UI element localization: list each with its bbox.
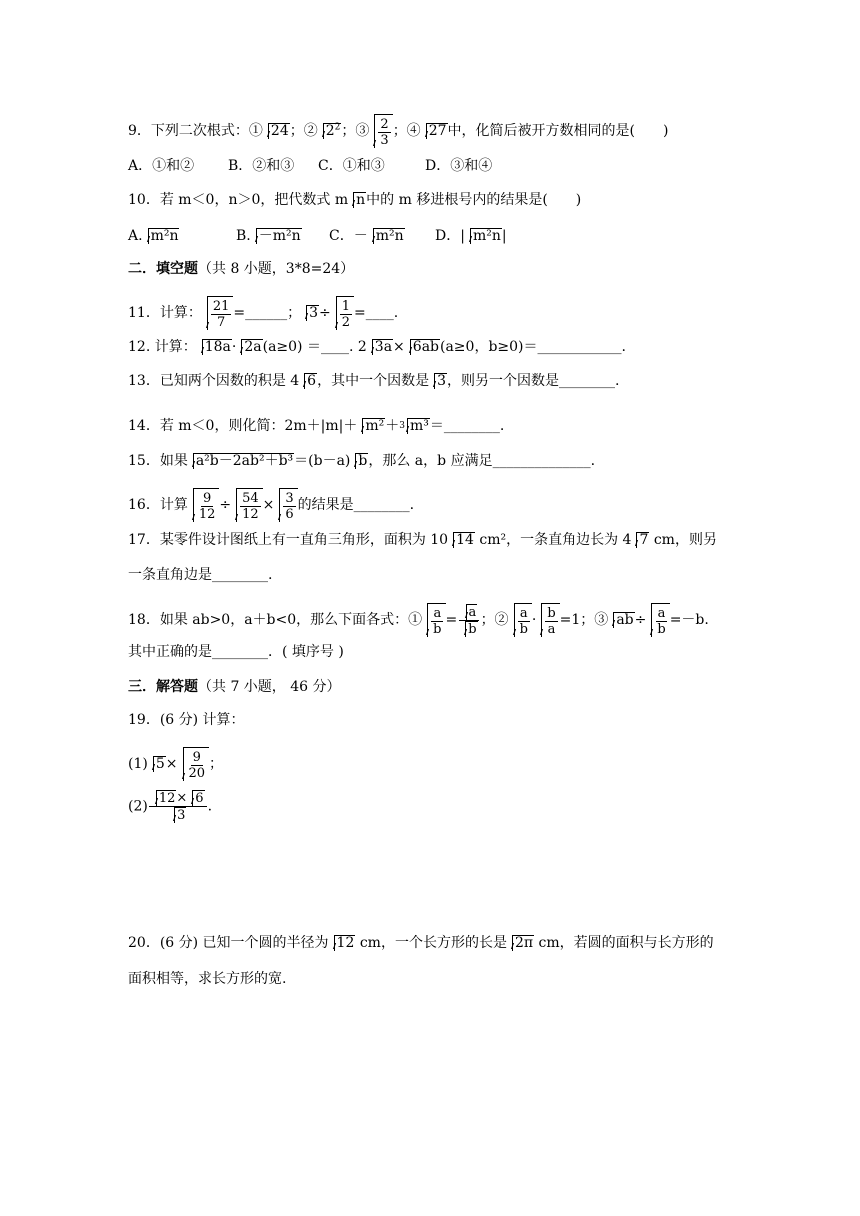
q9-text: 9．下列二次根式：① <box>128 123 263 139</box>
radical <box>336 296 354 330</box>
radical: 6 <box>192 790 204 806</box>
denominator: a <box>547 622 556 637</box>
option-tail: | <box>501 228 507 244</box>
q10-text: 10．若 m＜0，n＞0，把代数式 m <box>128 192 349 208</box>
radical <box>374 114 392 148</box>
option-a: A．①和② <box>128 158 195 174</box>
part-tail: . <box>207 798 213 815</box>
operator: · <box>231 339 237 355</box>
option-label: C．－ <box>329 228 368 244</box>
operator: · <box>531 612 537 628</box>
radical: 18a <box>202 339 232 355</box>
radical <box>183 747 210 781</box>
radical <box>279 488 297 522</box>
denominator: 7 <box>216 315 226 330</box>
question-10 <box>128 190 581 210</box>
fraction <box>149 790 207 823</box>
question-18 <box>128 603 709 637</box>
question-13 <box>128 371 619 391</box>
radical: b <box>355 453 368 469</box>
fraction <box>545 606 557 637</box>
numerator: 21 <box>212 299 230 314</box>
q12-text: 12. 计算： <box>128 339 197 355</box>
operator: ÷ <box>219 497 232 513</box>
option-c <box>329 226 435 246</box>
q20-mid: cm，一个长方形的长是 <box>355 935 507 951</box>
radical: 3a <box>372 339 393 355</box>
numerator: 9 <box>192 750 201 765</box>
fraction <box>187 750 208 781</box>
radical <box>651 603 669 637</box>
q9-sep: ；③ <box>341 123 370 139</box>
operator: ÷ <box>634 612 647 628</box>
option-a <box>128 226 236 246</box>
radical: n <box>353 192 366 208</box>
radical: ab <box>613 612 634 628</box>
denominator: 3 <box>380 133 389 148</box>
fraction <box>340 299 352 330</box>
question-20-line2 <box>128 969 286 989</box>
radical: 27 <box>426 123 448 139</box>
radicand: 2 <box>325 123 335 139</box>
question-19 <box>128 710 245 730</box>
exponent: 2 <box>334 122 341 133</box>
q17-line2-text: 一条直角边是________. <box>128 567 273 583</box>
option-label: B. <box>236 228 251 244</box>
q18-line2-text: 其中正确的是________．( 填序号 ) <box>128 644 344 660</box>
section-title: 三．解答题 <box>128 679 198 695</box>
fraction <box>518 606 530 637</box>
q19-text: 19．(6 分) 计算： <box>128 712 245 728</box>
radical <box>514 603 532 637</box>
question-20 <box>128 933 714 953</box>
question-15 <box>128 451 595 471</box>
fraction <box>211 299 232 330</box>
operator: = <box>445 612 458 628</box>
radical: 2a <box>241 339 262 355</box>
q15-text: 15．如果 <box>128 453 188 469</box>
radical: 3 <box>174 807 186 823</box>
radical: 6 <box>304 373 317 389</box>
section-note: （共 8 小题，3*8=24） <box>198 261 355 277</box>
radical <box>323 123 342 139</box>
q18-sep: ；② <box>480 612 509 628</box>
radical: m²n <box>373 228 405 244</box>
radical: 3 <box>434 373 447 389</box>
q12-tail: (a≥0，b≥0)＝____________. <box>440 339 626 355</box>
radical: m³ <box>407 418 430 434</box>
fraction <box>458 604 479 637</box>
option-label: D．| <box>435 228 465 244</box>
radical: 14 <box>453 532 475 548</box>
section-note: （共 7 小题， 46 分） <box>198 679 341 695</box>
operator: × <box>176 790 188 806</box>
q11-text: 11．计算： <box>128 305 202 321</box>
operator: ÷ <box>319 305 331 321</box>
q17-tail: cm，则另 <box>649 532 717 548</box>
root-index: 3 <box>399 421 405 431</box>
option-b: B．②和③ <box>228 158 295 174</box>
question-9-options <box>128 156 492 176</box>
section-2-heading <box>128 259 354 279</box>
numerator: 9 <box>202 491 212 506</box>
radical: 5 <box>153 756 166 772</box>
radical: m²n <box>470 228 502 244</box>
q11-tail: =____. <box>354 305 399 321</box>
q17-mid: cm²，一条直角边长为 4 <box>474 532 632 548</box>
radical: 24 <box>268 123 290 139</box>
denominator: 12 <box>242 507 259 522</box>
q16-text: 16．计算 <box>128 497 188 513</box>
radical: 2π <box>512 935 534 951</box>
q18-sep: =1；③ <box>559 612 609 628</box>
numerator: a <box>433 606 442 621</box>
question-10-options <box>128 226 507 246</box>
radical: 12 <box>334 935 356 951</box>
q11-blank: =______； <box>233 305 302 321</box>
part-label: (1) <box>128 756 148 772</box>
denominator: 2 <box>341 315 351 330</box>
part-tail: ； <box>209 756 224 772</box>
fraction <box>431 606 443 637</box>
question-9 <box>128 114 668 148</box>
question-18-line2 <box>128 642 344 662</box>
radical: m²n <box>148 228 180 244</box>
radical <box>541 603 559 637</box>
denominator: 6 <box>285 507 294 522</box>
radical <box>207 296 234 330</box>
option-b <box>236 226 329 246</box>
q9-tail: 中，化简后被开方数相同的是( ) <box>447 123 669 139</box>
section-title: 二．填空题 <box>128 261 198 277</box>
radical: b <box>465 621 477 637</box>
q12-mid: (a≥0) ＝____. 2 <box>262 339 367 355</box>
q18-tail: =－b. <box>669 612 709 628</box>
question-17-line2 <box>128 565 272 585</box>
question-16 <box>128 488 414 522</box>
q16-tail: 的结果是________. <box>297 497 415 513</box>
numerator: a <box>657 606 666 621</box>
radical: 7 <box>636 532 649 548</box>
numerator: b <box>547 606 556 621</box>
denominator: b <box>519 622 528 637</box>
operator: × <box>262 497 275 513</box>
question-19-part1 <box>128 747 223 781</box>
question-12 <box>128 337 626 357</box>
q15-mid: ＝(b－a) <box>294 453 351 469</box>
q17-text: 17．某零件设计图纸上有一直角三角形，面积为 10 <box>128 532 449 548</box>
numerator: 1 <box>341 299 351 314</box>
numerator: 2 <box>380 117 389 132</box>
radical <box>236 488 263 522</box>
q14-tail: ＝________. <box>429 418 505 434</box>
fraction <box>283 491 295 522</box>
question-17 <box>128 530 717 550</box>
denominator: b <box>433 622 442 637</box>
question-19-part2 <box>128 790 212 823</box>
numerator <box>149 790 207 807</box>
denominator <box>458 621 479 637</box>
q13-tail: ，则另一个因数是________. <box>447 373 620 389</box>
radical: 12 <box>156 790 177 806</box>
operator: ＋ <box>385 418 400 434</box>
radical <box>427 603 445 637</box>
q15-tail: ，那么 a，b 应满足______________. <box>368 453 596 469</box>
q9-sep: ；④ <box>392 123 421 139</box>
q9-sep: ；② <box>289 123 318 139</box>
option-c: C．①和③ <box>318 158 385 174</box>
fraction <box>197 491 218 522</box>
radical <box>193 488 220 522</box>
section-3-heading <box>128 677 341 697</box>
denominator: 12 <box>198 507 216 522</box>
option-d: D．③和④ <box>425 158 493 174</box>
operator: × <box>393 339 405 355</box>
numerator <box>459 604 480 621</box>
radical: －m²n <box>256 228 302 244</box>
option-label: A. <box>128 228 143 244</box>
option-d <box>435 228 507 244</box>
denominator: b <box>657 622 666 637</box>
fraction <box>378 117 390 148</box>
operator: × <box>165 756 178 772</box>
q13-mid: ，其中一个因数是 <box>317 373 430 389</box>
question-14 <box>128 416 504 436</box>
q20-text: 20．(6 分) 已知一个圆的半径为 <box>128 935 329 951</box>
q20-line2-text: 面积相等，求长方形的宽. <box>128 971 287 987</box>
fraction <box>655 606 667 637</box>
q10-tail: 中的 m 移进根号内的结果是( ) <box>366 192 582 208</box>
denominator <box>167 807 188 823</box>
q18-text: 18．如果 ab>0，a＋b<0，那么下面各式：① <box>128 612 423 628</box>
numerator: a <box>519 606 528 621</box>
radical: 3 <box>306 305 319 321</box>
radical: a²b－2ab²＋b³ <box>193 453 294 469</box>
part-label: (2) <box>128 798 148 815</box>
fraction <box>240 491 261 522</box>
radical: m² <box>362 418 385 434</box>
q20-tail: cm，若圆的面积与长方形的 <box>534 935 714 951</box>
numerator: 54 <box>242 491 259 506</box>
q14-text: 14．若 m＜0，则化简：2m＋|m|＋ <box>128 418 358 434</box>
denominator: 20 <box>188 766 206 781</box>
q13-text: 13．已知两个因数的积是 4 <box>128 373 300 389</box>
radical: a <box>466 604 478 620</box>
numerator: 3 <box>285 491 294 506</box>
question-11 <box>128 296 398 330</box>
radical: 6ab <box>410 339 440 355</box>
